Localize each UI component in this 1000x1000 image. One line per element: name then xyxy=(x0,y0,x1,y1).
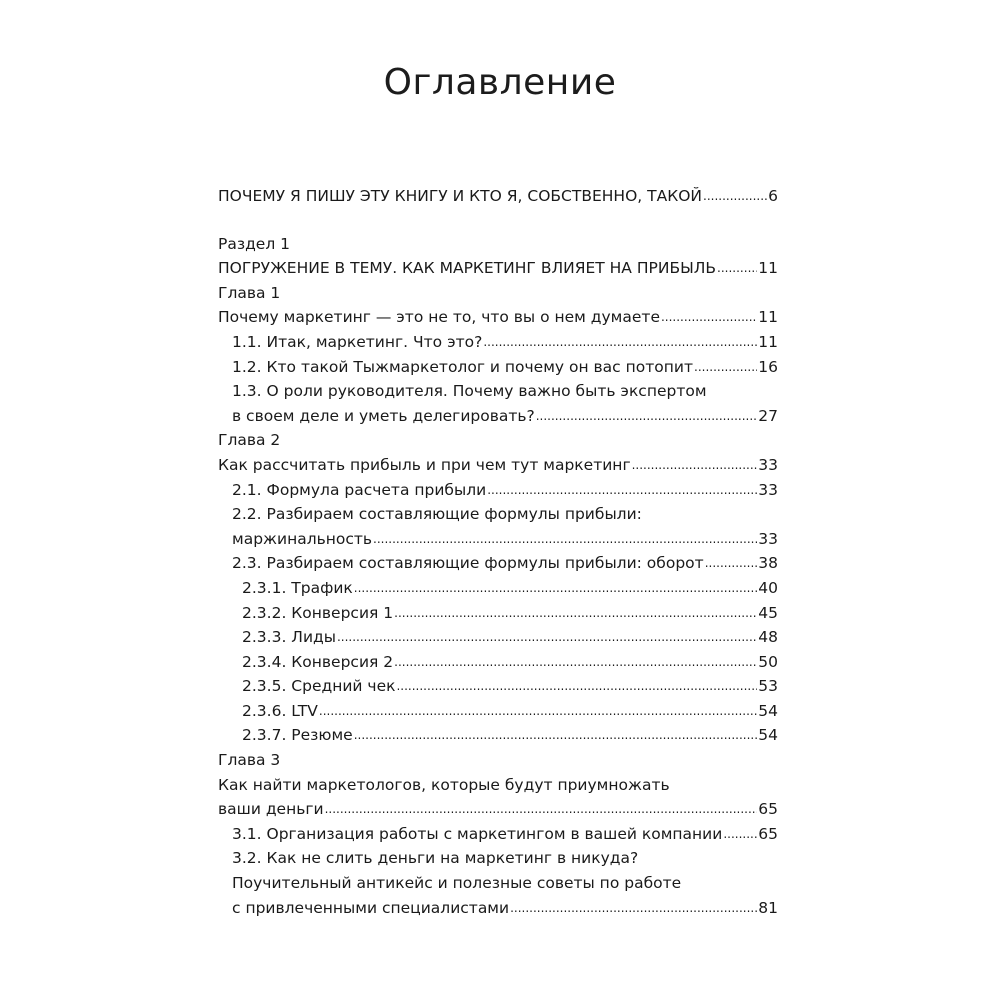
toc-entry-chapter-3-line1[interactable]: Как найти маркетологов, которые будут приумножать xyxy=(218,775,670,794)
toc-entry-text: с привлеченными специалистами xyxy=(232,898,510,917)
toc-entry-2-3[interactable] xyxy=(218,551,778,576)
toc-entry-2-2-line1[interactable]: 2.2. Разбираем составляющие формулы прибыли: xyxy=(232,505,642,524)
page-number: 81 xyxy=(758,898,778,917)
toc-entry-2-3-4[interactable] xyxy=(218,650,778,675)
dot-leader xyxy=(694,354,757,380)
page-number: 45 xyxy=(758,603,778,622)
page-number: 16 xyxy=(758,357,778,376)
chapter-label: Глава 2 xyxy=(218,431,281,450)
toc-entry-text: в своем деле и уметь делегировать? xyxy=(232,406,535,425)
page-number: 33 xyxy=(758,529,778,548)
dot-leader xyxy=(723,821,757,847)
toc-entry-2-3-3[interactable] xyxy=(218,625,778,650)
toc-entry-2-2[interactable] xyxy=(218,527,778,552)
toc-entry-2-3-6[interactable] xyxy=(218,699,778,724)
toc-entry-text: 1.1. Итак, маркетинг. Что это? xyxy=(232,332,483,351)
toc-entry-text: 2.1. Формула расчета прибыли xyxy=(232,480,487,499)
page-number: 38 xyxy=(758,554,778,573)
page-number: 54 xyxy=(758,701,778,720)
table-of-contents xyxy=(218,184,778,920)
toc-entry-2-3-2[interactable] xyxy=(218,601,778,626)
toc-entry-text: маржинальность xyxy=(232,529,373,548)
toc-entry-3-2-line2[interactable]: Поучительный антикейс и полезные советы по работе xyxy=(232,874,682,893)
toc-entry-3-1[interactable] xyxy=(218,822,778,847)
page-number: 11 xyxy=(758,332,778,351)
toc-entry-text: 2.3. Разбираем составляющие формулы прибыли: оборот xyxy=(232,554,704,573)
toc-entry-section-1[interactable] xyxy=(218,256,778,281)
dot-leader xyxy=(319,698,757,724)
page-number: 54 xyxy=(758,726,778,745)
chapter-label: Глава 3 xyxy=(218,751,281,770)
toc-entry-chapter-2[interactable] xyxy=(218,453,778,478)
toc-entry-chapter-1[interactable] xyxy=(218,305,778,330)
toc-entry-text: 2.3.1. Трафик xyxy=(242,578,353,597)
dot-leader xyxy=(510,895,757,921)
toc-entry-text: Почему маркетинг — это не то, что вы о нем думаете xyxy=(218,308,660,327)
toc-entry-chapter-3[interactable] xyxy=(218,797,778,822)
toc-entry-text: 2.3.4. Конверсия 2 xyxy=(242,652,394,671)
dot-leader xyxy=(705,550,758,576)
toc-entry-2-3-5[interactable] xyxy=(218,674,778,699)
chapter-label: Глава 1 xyxy=(218,283,281,302)
dot-leader xyxy=(396,673,757,699)
dot-leader xyxy=(394,600,757,626)
page-number: 65 xyxy=(758,824,778,843)
toc-entry-text: Как рассчитать прибыль и при чем тут маркетинг xyxy=(218,455,631,474)
toc-entry-2-1[interactable] xyxy=(218,478,778,503)
toc-entry-1-3-line1[interactable]: 1.3. О роли руководителя. Почему важно быть экспертом xyxy=(232,382,707,401)
page-number: 40 xyxy=(758,578,778,597)
toc-entry-text: ваши деньги xyxy=(218,800,324,819)
dot-leader xyxy=(661,304,757,330)
toc-entry-1-3[interactable] xyxy=(218,404,778,429)
dot-leader xyxy=(325,796,758,822)
dot-leader xyxy=(354,575,757,601)
dot-leader xyxy=(483,329,757,355)
page-number: 27 xyxy=(758,406,778,425)
page-title: Оглавление xyxy=(383,62,617,103)
dot-leader xyxy=(536,403,758,429)
toc-entry-text: 2.3.7. Резюме xyxy=(242,726,353,745)
dot-leader xyxy=(717,255,757,281)
toc-entry-text: 2.3.3. Лиды xyxy=(242,628,336,647)
toc-entry-2-3-1[interactable] xyxy=(218,576,778,601)
page-number: 50 xyxy=(758,652,778,671)
page-number: 33 xyxy=(758,480,778,499)
toc-entry-intro[interactable] xyxy=(218,184,778,209)
toc-entry-1-2[interactable] xyxy=(218,355,778,380)
toc-entry-3-2[interactable] xyxy=(218,896,778,921)
dot-leader xyxy=(373,526,757,552)
dot-leader xyxy=(337,624,757,650)
toc-entry-1-1[interactable] xyxy=(218,330,778,355)
dot-leader xyxy=(394,649,757,675)
toc-entry-text: ПОЧЕМУ Я ПИШУ ЭТУ КНИГУ И КТО Я, СОБСТВЕННО, ТАКОЙ xyxy=(218,187,703,205)
dot-leader xyxy=(703,183,767,209)
toc-entry-2-3-7[interactable] xyxy=(218,723,778,748)
page-number: 65 xyxy=(758,800,778,819)
toc-entry-text: 2.3.5. Средний чек xyxy=(242,677,396,696)
page-number: 33 xyxy=(758,455,778,474)
page-number: 48 xyxy=(758,628,778,647)
dot-leader xyxy=(487,477,757,503)
toc-entry-text: ПОГРУЖЕНИЕ В ТЕМУ. КАК МАРКЕТИНГ ВЛИЯЕТ НА ПРИБЫЛЬ xyxy=(218,259,717,278)
toc-entry-text: 2.3.2. Конверсия 1 xyxy=(242,603,394,622)
page-number: 11 xyxy=(758,259,778,278)
dot-leader xyxy=(632,452,758,478)
toc-entry-text: 1.2. Кто такой Тыжмаркетолог и почему он вас потопит xyxy=(232,357,693,376)
toc-entry-3-2-line1[interactable]: 3.2. Как не слить деньги на маркетинг в никуда? xyxy=(232,849,639,868)
page-number: 6 xyxy=(768,187,778,205)
dot-leader xyxy=(354,722,758,748)
page-number: 11 xyxy=(758,308,778,327)
section-label: Раздел 1 xyxy=(218,234,291,253)
page-number: 53 xyxy=(758,677,778,696)
toc-entry-text: 2.3.6. LTV xyxy=(242,701,318,720)
toc-entry-text: 3.1. Организация работы с маркетингом в вашей компании xyxy=(232,824,723,843)
